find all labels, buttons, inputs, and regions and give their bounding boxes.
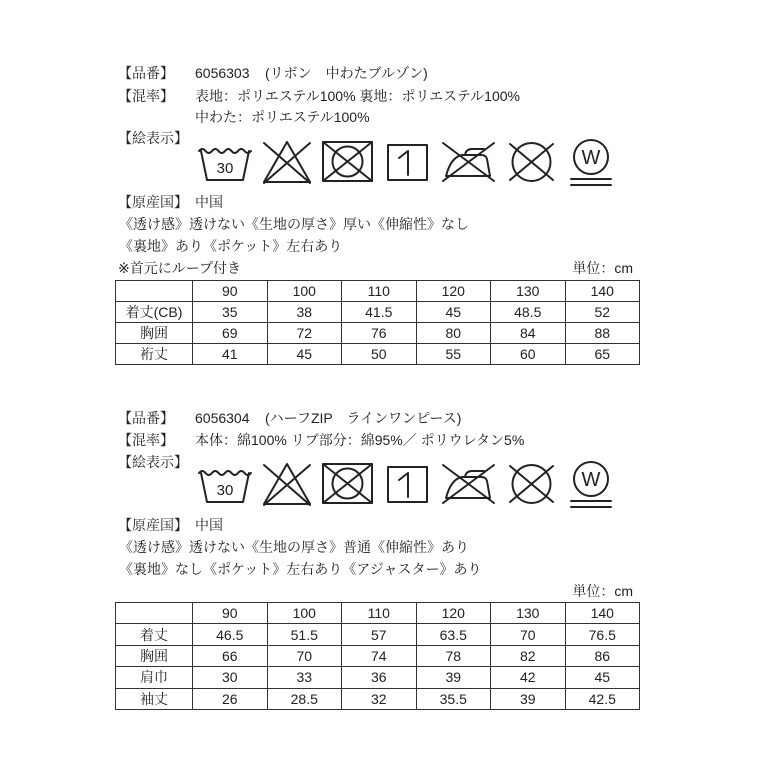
table-cell: 88: [565, 323, 640, 344]
no-dry-clean-icon: [505, 139, 558, 185]
lining-pocket-attributes: 《裏地》なし《ポケット》左右あり《アジャスター》あり: [119, 561, 482, 577]
no-dry-clean-icon: [505, 461, 558, 507]
no-tumble-dry-icon: [321, 140, 374, 183]
care-icons: [196, 137, 616, 191]
wet-clean-icon: [568, 459, 614, 511]
care-label: 【絵表示】: [118, 454, 188, 470]
konritsu-label: 【混率】: [118, 432, 174, 448]
wash-30-icon: [197, 467, 253, 505]
table-cell: 35.5: [416, 688, 491, 709]
row-label-cell: 裄丈: [116, 344, 193, 365]
table-row: [116, 323, 640, 344]
table-cell: 78: [416, 645, 491, 666]
table-cell: 55: [416, 344, 491, 365]
table-cell: 45: [416, 302, 491, 323]
row-label-cell: 袖丈: [116, 688, 193, 709]
no-bleach-icon: [260, 461, 314, 507]
wet-clean-letter: W: [581, 469, 601, 491]
table-cell: 42.5: [565, 688, 640, 709]
origin-value: 中国: [195, 517, 223, 533]
wash-30-icon: [197, 145, 253, 183]
table-cell: 41: [193, 344, 268, 365]
table-header-row: [116, 281, 640, 302]
size-header-cell: 100: [267, 603, 342, 624]
table-row: [116, 645, 640, 666]
size-header-cell: 100: [267, 281, 342, 302]
table-cell: 65: [565, 344, 640, 365]
product-name: (リボン 中わたブルゾン): [265, 65, 428, 81]
line-dry-shade-icon: [386, 465, 429, 504]
size-header-cell: 130: [491, 281, 566, 302]
table-cell: 38: [267, 302, 342, 323]
table-cell: 70: [267, 645, 342, 666]
table-cell: 50: [342, 344, 417, 365]
size-table: [115, 602, 640, 710]
table-row: [116, 344, 640, 365]
unit-label: 単位：cm: [572, 583, 633, 599]
table-cell: 60: [491, 344, 566, 365]
table-cell: 39: [491, 688, 566, 709]
wash-temperature-label: 30: [216, 482, 234, 499]
no-tumble-dry-icon: [321, 462, 374, 505]
size-header-cell: 120: [416, 281, 491, 302]
table-cell: 76: [342, 323, 417, 344]
table-cell: 72: [267, 323, 342, 344]
table-cell: 86: [565, 645, 640, 666]
size-header-cell: 140: [565, 281, 640, 302]
size-header-cell: 90: [193, 603, 268, 624]
row-label-cell: 胸囲: [116, 645, 193, 666]
wet-clean-icon: [568, 137, 614, 189]
table-row: [116, 667, 640, 688]
table-cell: 28.5: [267, 688, 342, 709]
table-cell: 48.5: [491, 302, 566, 323]
size-header-cell: 130: [491, 603, 566, 624]
row-label-cell: 着丈(CB): [116, 302, 193, 323]
table-cell: 74: [342, 645, 417, 666]
size-header-cell: 120: [416, 603, 491, 624]
table-cell: 39: [416, 667, 491, 688]
size-header-cell: 140: [565, 603, 640, 624]
table-cell: 32: [342, 688, 417, 709]
konritsu-line: 中わた：ポリエステル100%: [195, 109, 370, 125]
table-cell: 52: [565, 302, 640, 323]
table-cell: 41.5: [342, 302, 417, 323]
table-cell: 33: [267, 667, 342, 688]
konritsu-line: 表地：ポリエステル100% 裏地：ポリエステル100%: [195, 88, 520, 104]
row-label-cell: 肩巾: [116, 667, 193, 688]
hinban-code: 6056303: [195, 65, 250, 81]
table-cell: 36: [342, 667, 417, 688]
table-cell: 46.5: [193, 624, 268, 645]
hinban-label: 【品番】: [118, 65, 174, 81]
table-row: [116, 302, 640, 323]
size-header-cell: 110: [342, 281, 417, 302]
care-icons: [196, 459, 616, 513]
care-label: 【絵表示】: [118, 130, 188, 146]
table-cell: 57: [342, 624, 417, 645]
wash-temperature-label: 30: [216, 160, 234, 177]
origin-label: 【原産国】: [118, 517, 188, 533]
konritsu-line: 本体：綿100% リブ部分：綿95%／ ポリウレタン5%: [195, 432, 525, 448]
product-note: ※首元にループ付き: [118, 260, 242, 276]
table-cell: 30: [193, 667, 268, 688]
wet-clean-letter: W: [581, 147, 601, 169]
konritsu-label: 【混率】: [118, 88, 174, 104]
product-name: (ハーフZIP ラインワンピース): [265, 410, 462, 426]
table-cell: 82: [491, 645, 566, 666]
no-bleach-icon: [260, 139, 314, 185]
row-label-cell: 着丈: [116, 624, 193, 645]
table-cell: 26: [193, 688, 268, 709]
hinban-code: 6056304: [195, 410, 250, 426]
lining-pocket-attributes: 《裏地》あり《ポケット》左右あり: [119, 238, 343, 254]
table-cell: 84: [491, 323, 566, 344]
table-row: [116, 624, 640, 645]
fabric-attributes: 《透け感》透けない《生地の厚さ》厚い《伸縮性》なし: [119, 216, 469, 232]
line-dry-shade-icon: [386, 143, 429, 182]
size-table: [115, 280, 640, 365]
size-header-cell: 110: [342, 603, 417, 624]
size-header-cell: 90: [193, 281, 268, 302]
table-cell: 66: [193, 645, 268, 666]
table-cell: 69: [193, 323, 268, 344]
table-corner-cell: [116, 281, 193, 302]
hinban-label: 【品番】: [118, 410, 174, 426]
no-iron-icon: [440, 140, 497, 183]
table-cell: 45: [267, 344, 342, 365]
table-cell: 42: [491, 667, 566, 688]
fabric-attributes: 《透け感》透けない《生地の厚さ》普通《伸縮性》あり: [119, 539, 469, 555]
origin-value: 中国: [195, 194, 223, 210]
table-cell: 76.5: [565, 624, 640, 645]
table-cell: 63.5: [416, 624, 491, 645]
table-header-row: [116, 603, 640, 624]
table-cell: 80: [416, 323, 491, 344]
table-row: [116, 688, 640, 709]
table-cell: 70: [491, 624, 566, 645]
unit-label: 単位：cm: [572, 260, 633, 276]
table-cell: 45: [565, 667, 640, 688]
row-label-cell: 胸囲: [116, 323, 193, 344]
table-cell: 51.5: [267, 624, 342, 645]
table-cell: 35: [193, 302, 268, 323]
table-corner-cell: [116, 603, 193, 624]
origin-label: 【原産国】: [118, 194, 188, 210]
no-iron-icon: [440, 462, 497, 505]
